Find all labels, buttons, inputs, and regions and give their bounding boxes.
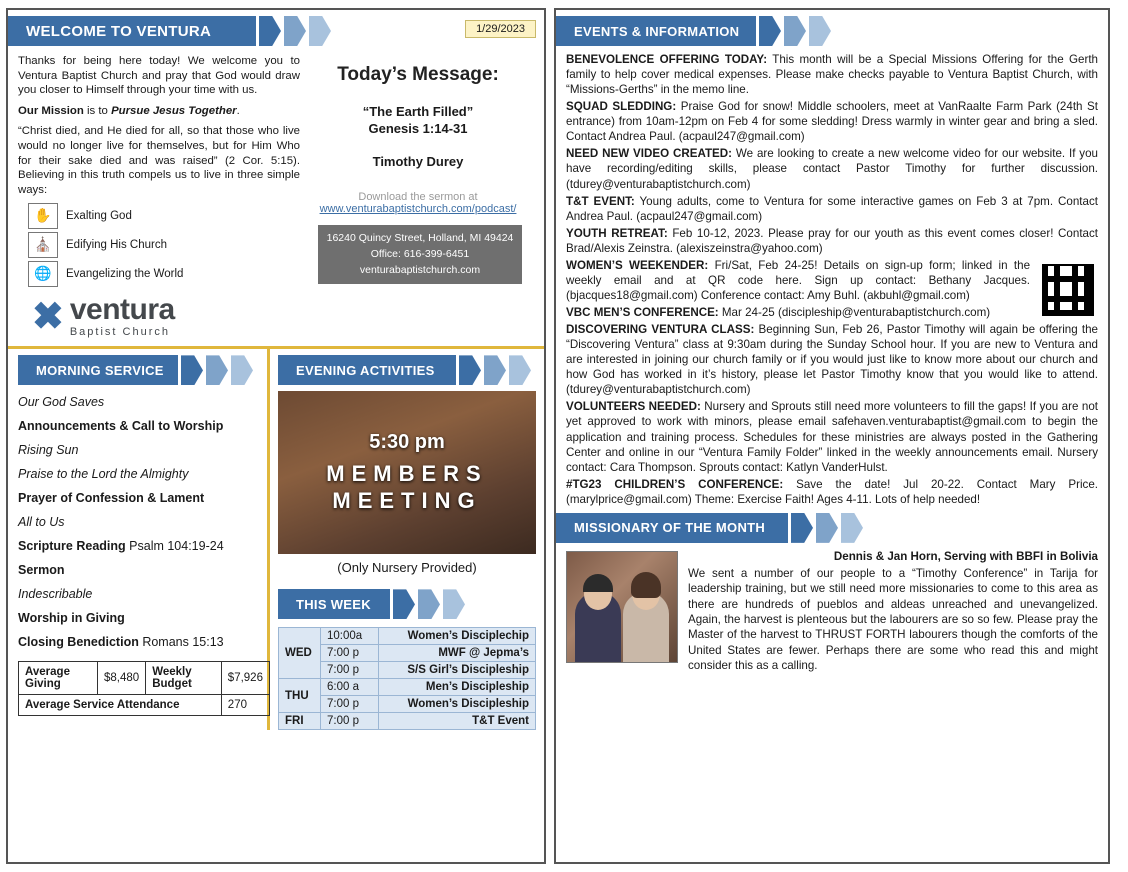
service-item: Sermon <box>18 563 65 578</box>
welcome-body <box>8 46 544 338</box>
chevron-icon <box>181 355 203 385</box>
service-item: Praise to the Lord the Almighty <box>18 467 189 482</box>
chevron-icon <box>759 16 781 46</box>
service-item: Announcements & Call to Worship <box>18 419 224 434</box>
event-item <box>566 322 1098 397</box>
events-ribbon <box>556 16 1108 46</box>
this-week-title: THIS WEEK <box>278 589 390 619</box>
week-day: FRI <box>279 713 321 730</box>
event-item <box>566 258 1098 303</box>
qr-code-icon[interactable] <box>1038 260 1098 320</box>
chevron-icon <box>841 513 863 543</box>
chevron-icon <box>459 355 481 385</box>
evening-activities-title: EVENING ACTIVITIES <box>278 355 456 385</box>
message-reference: Genesis 1:14-31 <box>368 121 468 136</box>
event-body: Save the date! Jul 20-22. Contact Mary Price. (marylprice@gmail.com) Theme: Exercise Faith! Ages 4-11. Lots of help needed! <box>566 477 1098 506</box>
message-column <box>300 54 528 338</box>
service-item-ref: Romans 15:13 <box>142 635 224 650</box>
event-body: We are looking to create a new welcome video for our website. If you have recording/editing skills, please contact Pastor Timothy for further discussion. (tdurey@venturabaptistchurch.com) <box>566 147 1098 191</box>
event-heading: #TG23 CHILDREN’S CONFERENCE: <box>566 477 784 491</box>
service-item: Indescribable <box>18 587 93 602</box>
table-row <box>19 695 270 716</box>
chevron-icon <box>259 16 281 46</box>
order-of-service <box>18 395 259 649</box>
event-body: Praise God for snow! Middle schoolers, meet at VanRaalte Farm Park (24th St entrance) from 10am-12pm on Feb 4 for some sledding! Dress warmly in winter gear and bring a sled. Contact Andrea Paul. (acpaul247@gmail.com) <box>566 100 1099 144</box>
week-event: S/S Girl’s Discipleship <box>379 662 536 679</box>
event-item <box>566 305 1098 320</box>
service-item: Worship in Giving <box>18 611 125 626</box>
missionary-ribbon <box>556 513 1108 543</box>
service-item: Our God Saves <box>18 395 105 410</box>
morning-service-title: MORNING SERVICE <box>18 355 178 385</box>
week-event: Women’s Disciplechip <box>379 628 536 645</box>
morning-ribbon <box>18 355 259 385</box>
chevron-icon <box>509 355 531 385</box>
list-item <box>28 261 300 287</box>
logo-mark-icon: ✖ <box>32 295 64 338</box>
mission-lead: Our Mission <box>18 104 84 117</box>
week-event: MWF @ Jepma’s <box>379 645 536 662</box>
service-item: Prayer of Confession & Lament <box>18 491 205 506</box>
chevron-icon <box>309 16 331 46</box>
week-time: 10:00a <box>321 628 379 645</box>
event-item <box>566 52 1098 97</box>
event-body: Young adults, come to Ventura for some interactive games on Feb 3 at 7pm. Contact Andrea Paul. (acpaul247@gmail.com) <box>566 194 1098 223</box>
missionary-section <box>556 543 1108 673</box>
event-heading: T&T EVENT: <box>566 194 635 208</box>
event-heading: WOMEN’S WEEKENDER: <box>566 258 709 272</box>
giving-table <box>18 661 270 716</box>
list-item <box>28 203 300 229</box>
evening-activities-column <box>270 349 544 730</box>
missionary-text: We sent a number of our people to a “Timothy Conference” in Tarija for leadership training, but we still need more missionaries to come to this area as there are hundreds of pueblos and aldeas unreached and unevangelized. Again, the harvest is plenteous but the labourers are so so few. Please pray the Master of the harvest to THRUST FORTH labourers though the comforts of the United States are fewer. Perhaps there are some who read this and might consider this as a calling. <box>688 567 1098 672</box>
bulletin-date: 1/29/2023 <box>465 20 536 38</box>
week-event: T&T Event <box>379 713 536 730</box>
event-heading: SQUAD SLEDDING: <box>566 100 677 114</box>
weekly-budget-label: Weekly Budget <box>146 662 222 695</box>
event-body: Feb 10-12, 2023. Please pray for our youth as this event comes closer! Contact Brad/Alexis Zeinstra. (alexiszeinstra@yahoo.com) <box>566 226 1098 255</box>
missionary-photo <box>566 551 678 663</box>
weekly-budget-value: $7,926 <box>221 662 269 695</box>
poster-note: (Only Nursery Provided) <box>337 560 477 576</box>
event-heading: VOLUNTEERS NEEDED: <box>566 400 701 414</box>
chevron-icon <box>784 16 806 46</box>
event-item <box>566 399 1098 474</box>
welcome-paragraph-1: Thanks for being here today! We welcome you to Ventura Baptist Church and pray that God would draw you closer to Himself through your time with us. <box>18 55 300 97</box>
chevron-icon <box>284 16 306 46</box>
mission-rest: . <box>236 104 240 117</box>
event-item <box>566 194 1098 224</box>
event-body: Nursery and Sprouts still need more volunteers to fill the gaps! If you are not yet approved to work with minors, please email safehaven.venturabaptist@gmail.com to begin the application and training process. Schedules for these ministries are always posted in the Gathering Center and online in our “Ventura Family Folder” linked in the weekly announcements email. Nursery contact: Cara Thompson. Sprouts contact: Katlyn VanderHulst. <box>566 400 1098 474</box>
week-time: 6:00 a <box>321 679 379 696</box>
chevron-icon <box>816 513 838 543</box>
way-label: Exalting God <box>66 209 132 222</box>
poster-time: 5:30 pm <box>369 430 445 453</box>
chevron-icon <box>206 355 228 385</box>
photo-hair-right <box>631 572 661 598</box>
poster-line-2: MEETING <box>332 488 482 514</box>
members-meeting-poster <box>278 391 536 554</box>
message-title: “The Earth Filled” <box>362 104 474 119</box>
address-line-1: 16240 Quincy Street, Holland, MI 49424 <box>326 232 514 244</box>
event-item <box>566 477 1098 507</box>
chevron-icon <box>443 589 465 619</box>
service-item <box>18 539 259 553</box>
event-heading: VBC MEN’S CONFERENCE: <box>566 306 719 319</box>
service-item <box>18 635 259 649</box>
chevron-icon <box>484 355 506 385</box>
mission-statement <box>18 104 300 119</box>
week-event: Women’s Discipleship <box>379 696 536 713</box>
event-body: Fri/Sat, Feb 24-25! Details on sign-up form; linked in the weekly email and at QR code here. Sign up contact: Bethany Jacques. (bjacques18@gmail.com) Conference contact: Amy Buhl. (akbuhl@gmail.com) <box>566 258 1031 302</box>
service-item: All to Us <box>18 515 65 530</box>
service-item-ref: Psalm 104:19-24 <box>129 539 224 554</box>
three-ways-list <box>18 203 300 287</box>
event-heading: NEED NEW VIDEO CREATED: <box>566 147 733 161</box>
event-item <box>566 99 1098 144</box>
table-row <box>279 628 536 645</box>
table-row <box>279 679 536 696</box>
week-time: 7:00 p <box>321 713 379 730</box>
week-day: WED <box>279 628 321 679</box>
this-week-ribbon <box>278 589 536 619</box>
week-day: THU <box>279 679 321 713</box>
church-building-icon: ⛪ <box>28 232 58 258</box>
table-row <box>279 713 536 730</box>
address-line-2: Office: 616-399-6451 venturabaptistchurch.com <box>359 247 481 276</box>
attendance-value: 270 <box>221 695 269 716</box>
message-heading: Today’s Message: <box>337 64 499 85</box>
chevron-icon <box>393 589 415 619</box>
welcome-ribbon <box>8 16 544 46</box>
event-item <box>566 146 1098 191</box>
chevron-icon <box>418 589 440 619</box>
events-title: EVENTS & INFORMATION <box>556 16 756 46</box>
way-label: Edifying His Church <box>66 238 167 251</box>
welcome-title: WELCOME TO VENTURA <box>8 16 256 46</box>
week-time: 7:00 p <box>321 645 379 662</box>
this-week-table <box>278 627 536 730</box>
download-label: Download the sermon at <box>358 191 478 203</box>
welcome-text <box>18 54 300 338</box>
service-item-label: Scripture Reading <box>18 539 126 554</box>
chevron-icon <box>791 513 813 543</box>
logo-subtitle: Baptist Church <box>69 326 170 339</box>
week-event: Men’s Discipleship <box>379 679 536 696</box>
logo-text <box>70 295 175 338</box>
mission-mid: is to <box>83 104 112 117</box>
right-panel <box>554 8 1110 864</box>
attendance-label: Average Service Attendance <box>19 695 222 716</box>
week-time: 7:00 p <box>321 696 379 713</box>
sermon-podcast-link[interactable]: www.venturabaptistchurch.com/podcast/ <box>319 203 517 215</box>
list-item <box>28 232 300 258</box>
missionary-title: MISSIONARY OF THE MONTH <box>556 513 788 543</box>
chevron-icon <box>231 355 253 385</box>
logo-name: ventura <box>69 293 175 327</box>
globe-icon: 🌐 <box>28 261 58 287</box>
photo-hair-left <box>583 574 613 592</box>
event-heading: DISCOVERING VENTURA CLASS: <box>566 323 755 337</box>
chevron-icon <box>809 16 831 46</box>
service-item: Rising Sun <box>18 443 79 458</box>
mission-emphasis: Pursue Jesus Together <box>111 104 237 117</box>
table-row <box>19 662 270 695</box>
missionary-name: Dennis & Jan Horn, Serving with BBFI in Bolivia <box>833 549 1098 563</box>
left-panel <box>6 8 546 864</box>
avg-giving-label: Average Giving <box>19 662 98 695</box>
message-speaker: Timothy Durey <box>372 154 464 169</box>
poster-line-1: MEMBERS <box>326 460 488 486</box>
event-heading: BENEVOLENCE OFFERING TODAY: <box>566 53 768 66</box>
way-label: Evangelizing the World <box>66 267 184 280</box>
event-body: This month will be a Special Missions Offering for the Gerth family to help cover medical expenses. Please make checks payable to Ventura Baptist Church, with “Missions-Gerths” in the memo line. <box>566 53 1098 97</box>
event-item <box>566 226 1098 256</box>
welcome-paragraph-2: “Christ died, and He died for all, so that those who live would no longer live for themselves, but for Him Who for their sake died and was raised” (2 Cor. 5:15). Believing in this truth compels us to live in three simple ways: <box>18 125 300 196</box>
event-body: Mar 24-25 (discipleship@venturabaptistchurch.com) <box>718 306 991 319</box>
avg-giving-value: $8,480 <box>98 662 146 695</box>
service-item-label: Closing Benediction <box>18 635 139 650</box>
services-columns <box>8 349 544 730</box>
church-address-box <box>318 225 522 284</box>
event-heading: YOUTH RETREAT: <box>566 226 668 240</box>
week-time: 7:00 p <box>321 662 379 679</box>
events-list <box>556 46 1108 507</box>
sermon-download <box>308 191 528 215</box>
event-body: Beginning Sun, Feb 26, Pastor Timothy will again be offering the “Discovering Ventura” class at 9:30am during the Sunday School hour. If you are new to Ventura and are interested in joining our church family or if you would just like to know more about our church and how God has worked in it’s history, please let Pastor Timothy know that you would like to attend. (tdurey@venturabaptistchurch.com) <box>566 323 1098 397</box>
hands-raised-icon: ✋ <box>28 203 58 229</box>
evening-ribbon <box>278 355 536 385</box>
morning-service-column <box>8 349 270 730</box>
church-logo <box>18 295 300 338</box>
